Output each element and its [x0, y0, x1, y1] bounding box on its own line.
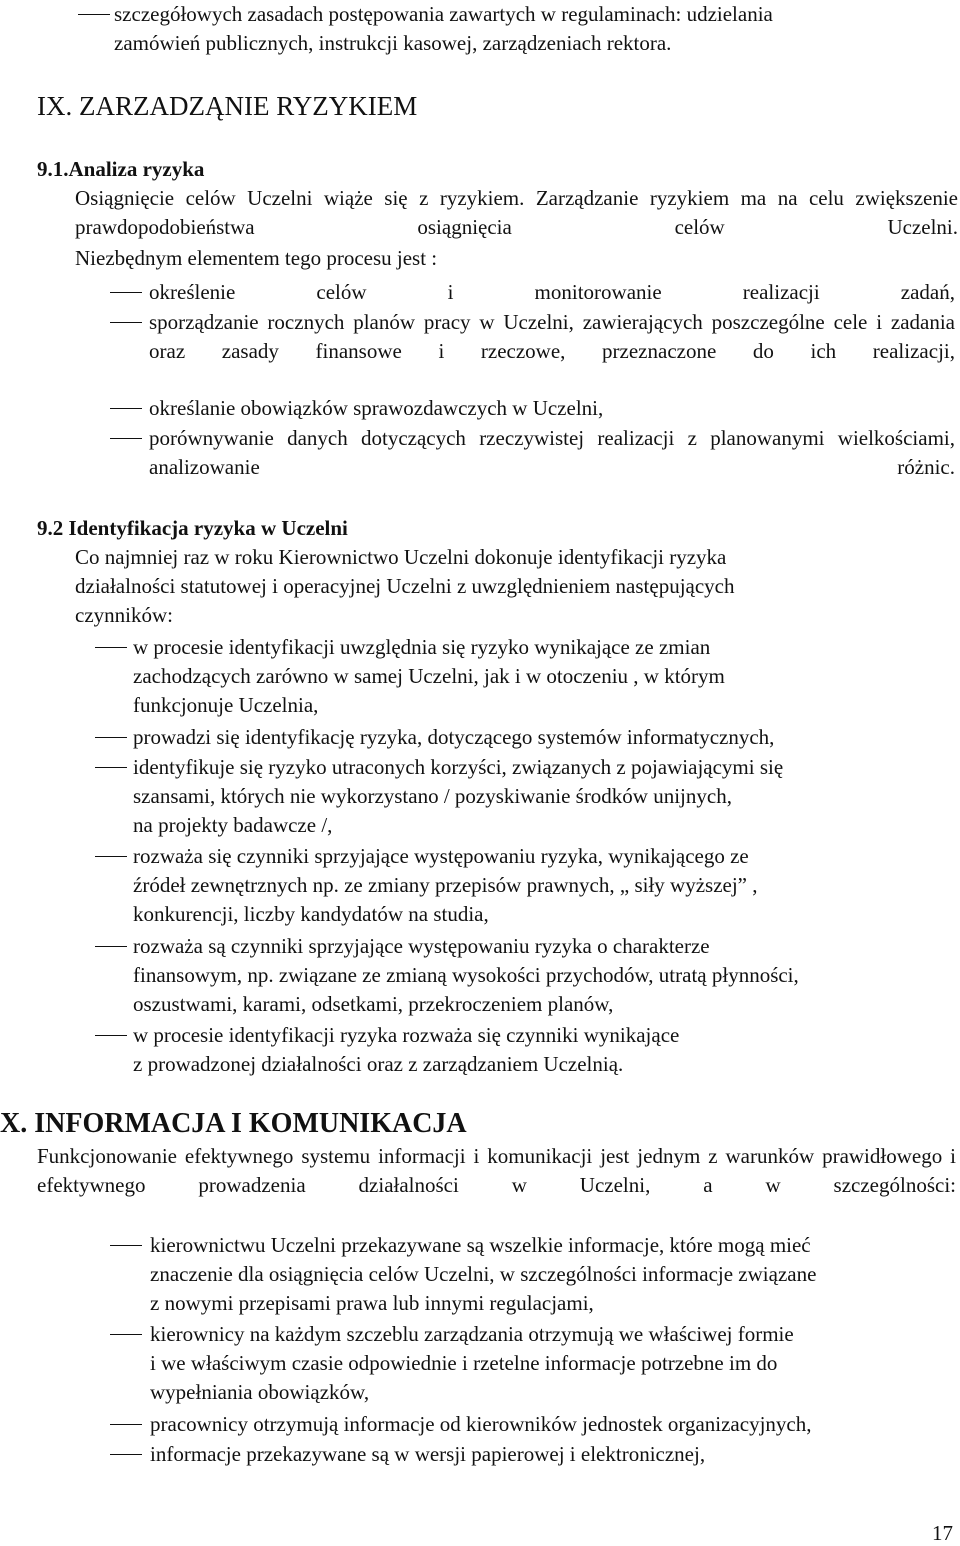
list-item	[110, 424, 955, 511]
dash-bullet	[110, 1334, 142, 1335]
list-item-line: identyfikuje się ryzyko utraconych korzyści, związanych z pojawiającymi się	[133, 755, 784, 779]
list-item-line: prowadzi się identyfikację ryzyka, dotyczącego systemów informatycznych,	[133, 725, 775, 749]
list-item-line: z prowadzonej działalności oraz z zarządzaniem Uczelnią.	[133, 1052, 624, 1076]
dash-bullet	[95, 856, 127, 857]
list-item-line: informacje przekazywane są w wersji papierowej i elektronicznej,	[150, 1442, 706, 1466]
subsection-9-1-paragraph: Osiągnięcie celów Uczelni wiąże się z ryzykiem. Zarządzanie ryzykiem ma na celu zwiększenie prawdopodobieństwa osiągnięcia celów Uczelni.	[75, 186, 958, 239]
list-item-line: z nowymi przepisami prawa lub innymi regulacjami,	[150, 1291, 594, 1315]
list-item-line: wypełniania obowiązków,	[150, 1380, 370, 1404]
list-item-text: porównywanie danych dotyczących rzeczywistej realizacji z planowanymi wielkościami, analizowanie różnic.	[149, 426, 955, 479]
list-item-line: rozważa się czynniki sprzyjające występowaniu ryzyka, wynikającego ze	[133, 844, 749, 868]
dash-bullet	[110, 408, 142, 409]
section-9-title: IX. ZARZADZĄNIE RYZYKIEM	[37, 91, 418, 121]
dash-bullet	[95, 946, 127, 947]
list-item-line: znaczenie dla osiągnięcia celów Uczelni, w szczególności informacje związane	[150, 1262, 817, 1286]
dash-bullet	[110, 1454, 142, 1455]
list-item-line: szansami, których nie wykorzystano / pozyskiwanie środków unijnych,	[133, 784, 732, 808]
list-item-line: i we właściwym czasie odpowiednie i rzetelne informacje potrzebne im do	[150, 1351, 778, 1375]
list-item-line: źródeł zewnętrznych np. ze zmiany przepisów prawnych, „ siły wyższej” ,	[133, 873, 758, 897]
subsection-9-2-title: 9.2 Identyfikacja ryzyka w Uczelni	[37, 516, 348, 540]
list-item-text: określenie celów i monitorowanie realizacji zadań,	[149, 280, 955, 304]
subsection-9-2-intro-line: działalności statutowej i operacyjnej Uczelni z uwzględnieniem następujących	[75, 574, 735, 598]
dash-bullet	[110, 322, 142, 323]
list-item-line: kierownicy na każdym szczeblu zarządzania otrzymują we właściwej formie	[150, 1322, 794, 1346]
subsection-9-1-title: 9.1.Analiza ryzyka	[37, 157, 205, 181]
dash-bullet	[110, 292, 142, 293]
subsection-9-2-intro-line: Co najmniej raz w roku Kierownictwo Uczelni dokonuje identyfikacji ryzyka	[75, 545, 727, 569]
section-10-title: X. INFORMACJA I KOMUNIKACJA	[0, 1108, 467, 1139]
dash-bullet	[95, 767, 127, 768]
subsection-9-2-intro-line: czynników:	[75, 603, 173, 627]
dash-bullet	[95, 737, 127, 738]
dash-bullet	[95, 647, 127, 648]
list-item	[110, 308, 955, 395]
list-item-line: na projekty badawcze /,	[133, 813, 333, 837]
dash-bullet	[78, 14, 110, 15]
list-item-line: w procesie identyfikacji ryzyka rozważa się czynniki wynikające	[133, 1023, 680, 1047]
page-number: 17	[932, 1521, 953, 1545]
list-item-line: kierownictwu Uczelni przekazywane są wszelkie informacje, które mogą mieć	[150, 1233, 811, 1257]
list-item-line: zachodzących zarówno w samej Uczelni, jak i w otoczeniu , w którym	[133, 664, 725, 688]
list-item-text: sporządzanie rocznych planów pracy w Uczelni, zawierających poszczególne cele i zadania oraz zasady finansowe i rzeczowe, przeznaczone do ich realizacji,	[149, 310, 955, 363]
list-item-line: finansowym, np. związane ze zmianą wysokości przychodów, utratą płynności,	[133, 963, 799, 987]
intro-line-1: szczegółowych zasadach postępowania zawartych w regulaminach: udzielania	[114, 2, 773, 26]
list-item-line: rozważa są czynniki sprzyjające występowaniu ryzyka o charakterze	[133, 934, 710, 958]
list-item-line: oszustwami, karami, odsetkami, przekroczeniem planów,	[133, 992, 614, 1016]
section-10-paragraph: Funkcjonowanie efektywnego systemu informacji i komunikacji jest jednym z warunków prawidłowego i efektywnego prowadzenia działalności w Uczelni, a w szczególności:	[37, 1144, 956, 1197]
list-item-line: funkcjonuje Uczelnia,	[133, 693, 319, 717]
list-item	[110, 394, 955, 423]
list-item-line: pracownicy otrzymują informacje od kierowników jednostek organizacyjnych,	[150, 1412, 812, 1436]
intro-line-2: zamówień publicznych, instrukcji kasowej, zarządzeniach rektora.	[114, 31, 672, 55]
list-item-line: w procesie identyfikacji uwzględnia się ryzyko wynikające ze zmian	[133, 635, 711, 659]
list-item-line: konkurencji, liczby kandydatów na studia,	[133, 902, 489, 926]
dash-bullet	[110, 438, 142, 439]
dash-bullet	[110, 1245, 142, 1246]
dash-bullet	[95, 1035, 127, 1036]
list-item-text: określanie obowiązków sprawozdawczych w Uczelni,	[149, 396, 604, 420]
subsection-9-1-lead: Niezbędnym elementem tego procesu jest :	[75, 246, 438, 270]
dash-bullet	[110, 1424, 142, 1425]
